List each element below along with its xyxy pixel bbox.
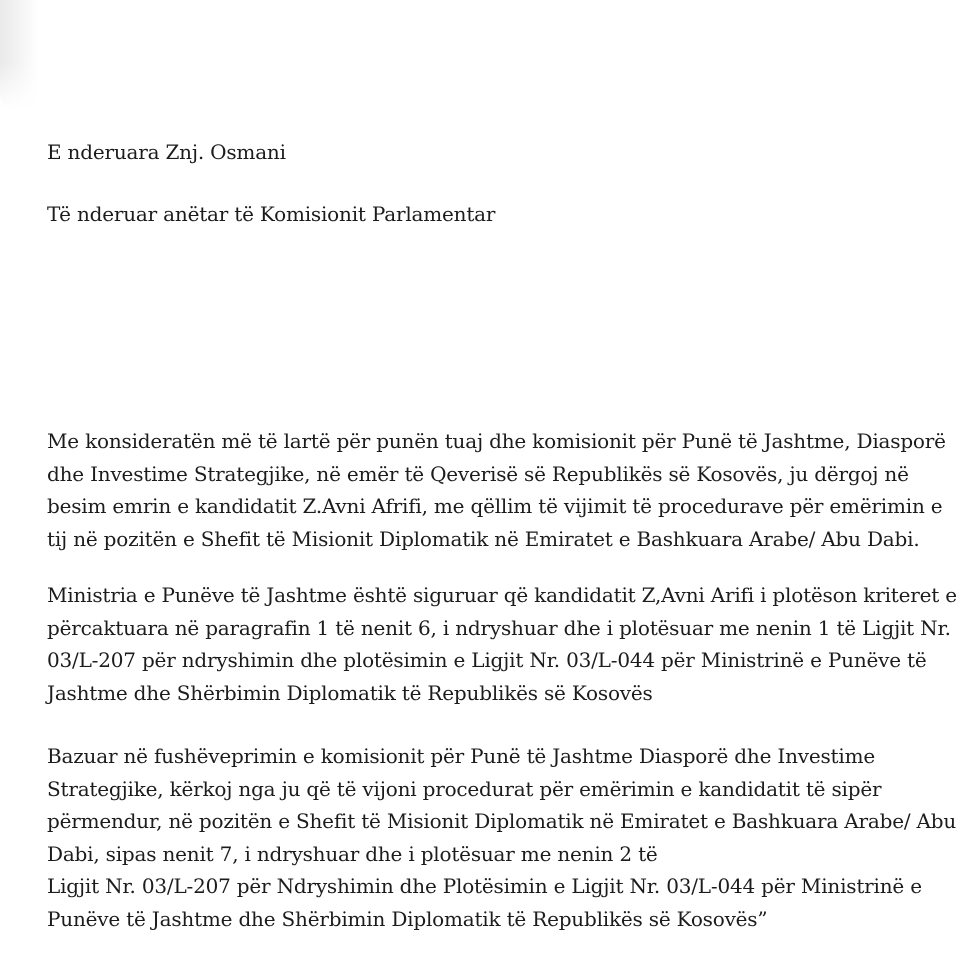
text-line: dhe Investime Strategjike, në emër të Qeverisë së Republikës së Kosovës, ju dërgoj në [47,461,909,486]
text-line: Dabi, sipas nenit 7, i ndryshuar dhe i plotësuar me nenin 2 të [47,841,658,866]
text-line: Me konsideratën më të lartë për punën tuaj dhe komisionit për Punë të Jashtme, Diasporë [47,429,946,453]
text-line: Jashtme dhe Shërbimin Diplomatik të Republikës së Kosovës [47,680,653,705]
text-line: tij në pozitën e Shefit të Misionit Diplomatik në Emiratet e Bashkuara Arabe/ Abu Dabi. [47,526,920,551]
page-corner-shadow [0,0,44,112]
paragraph-1 [47,425,950,555]
text-line: Ligjit Nr. 03/L-207 për Ndryshimin dhe Plotësimin e Ligjit Nr. 03/L-044 për Ministrinë e [47,874,922,898]
salutation-line-1: E nderuara Znj. Osmani [47,140,286,164]
paragraph-3 [47,740,957,935]
text-line: 03/L-207 për ndryshimin dhe plotësimin e Ligjit Nr. 03/L-044 për Ministrinë e Punëve të [47,648,927,672]
text-line: Bazuar në fushëveprimin e komisionit për Punë të Jashtme Diasporë dhe Investime [47,744,875,768]
text-line: përcaktuara në paragrafin 1 të nenit 6, i ndryshuar dhe i plotësuar me nenin 1 të Ligjit Nr. [47,615,951,640]
text-line: Strategjike, kërkoj nga ju që të vijoni procedurat për emërimin e kandidatit të sipër [47,776,882,801]
text-line: përmendur, në pozitën e Shefit të Misionit Diplomatik në Emiratet e Bashkuara Arabe/ Abu [47,809,957,833]
salutation-line-2: Të nderuar anëtar të Komisionit Parlamentar [47,202,496,226]
text-line: Punëve të Jashtme dhe Shërbimin Diplomatik të Republikës së Kosovës” [47,906,768,931]
text-line: Ministria e Punëve të Jashtme është siguruar që kandidatit Z,Avni Arifi i plotëson kriteret e [47,583,957,607]
text-line: besim emrin e kandidatit Z.Avni Afrifi, me qëllim të vijimit të procedurave për emërimin e [47,494,943,518]
paragraph-2 [47,579,957,709]
